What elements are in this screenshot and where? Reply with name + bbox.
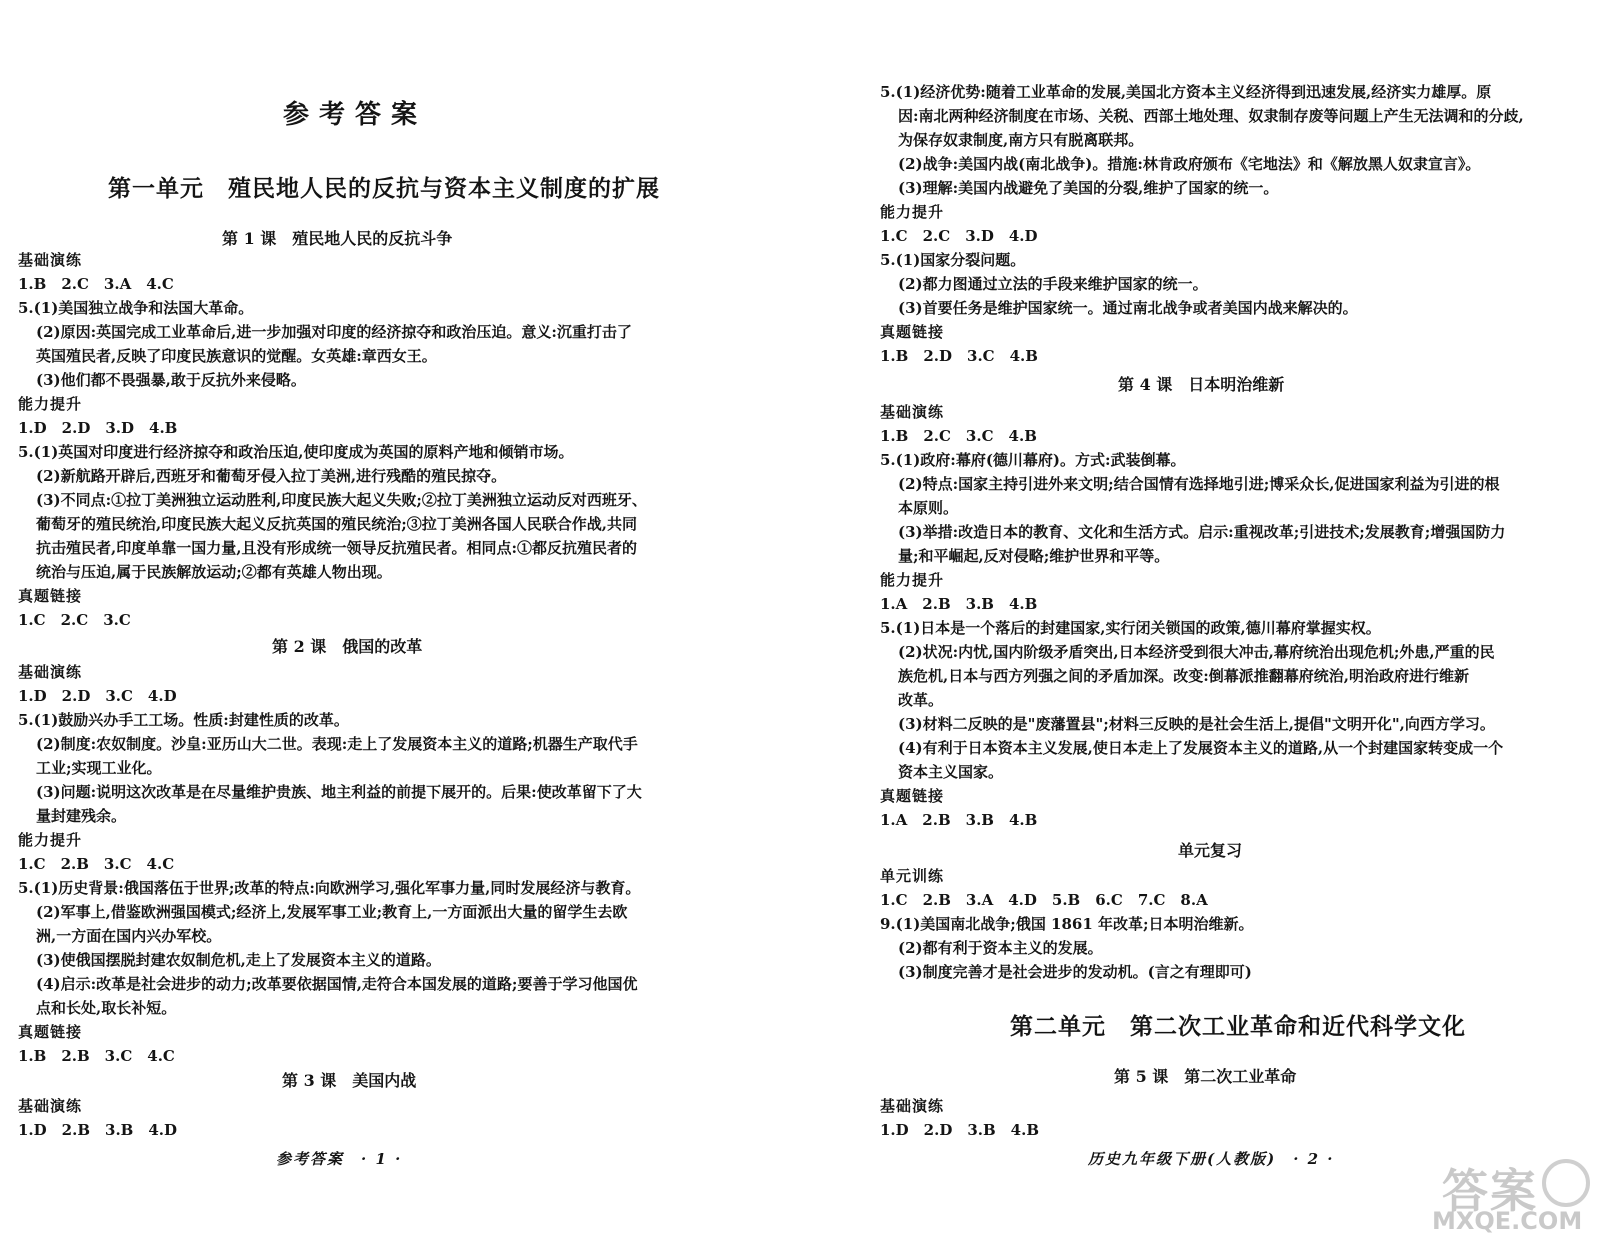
section-heading: 单元训练 bbox=[880, 867, 945, 885]
answer-line: (2)战争:美国内战(南北战争)。措施:林肯政府颁布《宅地法》和《解放黑人奴隶宣言》。 bbox=[898, 155, 1481, 173]
answer-line: (3)问题:说明这次改革是在尽量维护贵族、地主利益的前提下展开的。后果:使改革留下了大 bbox=[36, 783, 642, 801]
answer-line: 工业;实现工业化。 bbox=[36, 759, 162, 777]
answer-line: (2)制度:农奴制度。沙皇:亚历山大二世。表现:走上了发展资本主义的道路;机器生产取代手 bbox=[36, 735, 638, 753]
answer-line: 改革。 bbox=[898, 691, 944, 709]
unit-review-title: 单元复习 bbox=[1178, 841, 1243, 860]
answer-line: 5.(1)经济优势:随着工业革命的发展,美国北方资本主义经济得到迅速发展,经济实力雄厚。原 bbox=[880, 83, 1492, 101]
answer-line: 为保存奴隶制度,南方只有脱离联邦。 bbox=[898, 131, 1144, 149]
answer-line: 1.C 2.C 3.C bbox=[18, 611, 131, 629]
page-footer: 历史九年级下册(人教版) · 2 · bbox=[1088, 1150, 1335, 1168]
answer-line: 9.(1)美国南北战争;俄国 1861 年改革;日本明治维新。 bbox=[880, 915, 1254, 933]
answer-line: 1.C 2.C 3.D 4.D bbox=[880, 227, 1038, 245]
section-heading: 真题链接 bbox=[18, 587, 83, 605]
section-heading: 能力提升 bbox=[18, 395, 83, 413]
answer-line: 量;和平崛起,反对侵略;维护世界和平等。 bbox=[898, 547, 1170, 565]
answer-line: (2)都有利于资本主义的发展。 bbox=[898, 939, 1103, 957]
page-footer: 参考答案 · 1 · bbox=[276, 1150, 403, 1168]
answer-line: (4)有利于日本资本主义发展,使日本走上了发展资本主义的道路,从一个封建国家转变成一个 bbox=[898, 739, 1504, 757]
answer-line: (2)特点:国家主持引进外来文明;结合国情有选择地引进;博采众长,促进国家利益为引进的根 bbox=[898, 475, 1500, 493]
site-watermark bbox=[1422, 1149, 1592, 1239]
answer-line: (2)军事上,借鉴欧洲强国模式;经济上,发展军事工业;教育上,一方面派出大量的留学生去欧 bbox=[36, 903, 628, 921]
answer-line: 1.B 2.C 3.C 4.B bbox=[880, 427, 1037, 445]
answer-line: 5.(1)日本是一个落后的封建国家,实行闭关锁国的政策,德川幕府掌握实权。 bbox=[880, 619, 1381, 637]
answer-line: (3)举措:改造日本的教育、文化和生活方式。启示:重视改革;引进技术;发展教育;增强国防力 bbox=[898, 523, 1506, 541]
answer-line: 1.D 2.D 3.D 4.B bbox=[18, 419, 178, 437]
answer-line: (3)制度完善才是社会进步的发动机。(言之有理即可) bbox=[898, 963, 1252, 981]
answer-line: 1.D 2.B 3.B 4.D bbox=[18, 1121, 178, 1139]
answer-line: (2)新航路开辟后,西班牙和葡萄牙侵入拉丁美洲,进行残酷的殖民掠夺。 bbox=[36, 467, 507, 485]
answer-line: 1.B 2.D 3.C 4.B bbox=[880, 347, 1038, 365]
lesson-5-title: 第 5 课 第二次工业革命 bbox=[1114, 1067, 1297, 1086]
watermark-text: 答案 bbox=[1442, 1164, 1538, 1218]
answer-line: 抗击殖民者,印度单靠一国力量,且没有形成统一领导反抗殖民者。相同点:①都反抗殖民者的 bbox=[36, 539, 637, 557]
section-heading: 基础演练 bbox=[880, 1097, 945, 1115]
answer-line: (3)他们都不畏强暴,敢于反抗外来侵略。 bbox=[36, 371, 306, 389]
section-heading: 能力提升 bbox=[880, 571, 945, 589]
answer-line: 英国殖民者,反映了印度民族意识的觉醒。女英雄:章西女王。 bbox=[36, 347, 437, 365]
section-heading: 基础演练 bbox=[880, 403, 945, 421]
section-heading: 能力提升 bbox=[880, 203, 945, 221]
answer-line: 5.(1)历史背景:俄国落伍于世界;改革的特点:向欧洲学习,强化军事力量,同时发展经济与教育。 bbox=[18, 879, 641, 897]
answer-line: (2)状况:内忧,国内阶级矛盾突出,日本经济受到很大冲击,幕府统治出现危机;外患,严重的民 bbox=[898, 643, 1495, 661]
answer-line: 1.D 2.D 3.C 4.D bbox=[18, 687, 177, 705]
answer-line: 5.(1)政府:幕府(德川幕府)。方式:武装倒幕。 bbox=[880, 451, 1186, 469]
section-heading: 基础演练 bbox=[18, 1097, 83, 1115]
answer-line: 1.D 2.D 3.B 4.B bbox=[880, 1121, 1040, 1139]
answer-line: 本原则。 bbox=[898, 499, 959, 517]
answer-line: 洲,一方面在国内兴办军校。 bbox=[36, 927, 222, 945]
answer-line: (2)原因:英国完成工业革命后,进一步加强对印度的经济掠夺和政治压迫。意义:沉重打击了 bbox=[36, 323, 632, 341]
answer-line: (4)启示:改革是社会进步的动力;改革要依据国情,走符合本国发展的道路;要善于学习他国优 bbox=[36, 975, 638, 993]
answer-line: 葡萄牙的殖民统治,印度民族大起义反抗英国的殖民统治;③拉丁美洲各国人民联合作战,共同 bbox=[36, 515, 637, 533]
answer-line: (3)使俄国摆脱封建农奴制危机,走上了发展资本主义的道路。 bbox=[36, 951, 441, 969]
section-heading: 真题链接 bbox=[880, 787, 945, 805]
answer-line: 量封建残余。 bbox=[36, 807, 127, 825]
answer-line: (2)都力图通过立法的手段来维护国家的统一。 bbox=[898, 275, 1208, 293]
page-main-title: 参考答案 bbox=[283, 100, 428, 130]
lesson-3-title: 第 3 课 美国内战 bbox=[282, 1071, 417, 1090]
answer-line: (3)材料二反映的是"废藩置县";材料三反映的是社会生活上,提倡"文明开化",向西方学习。 bbox=[898, 715, 1495, 733]
answer-line: (3)不同点:①拉丁美洲独立运动胜利,印度民族大起义失败;②拉丁美洲独立运动反对西班牙、 bbox=[36, 491, 647, 509]
watermark-url: MXQE.COM bbox=[1432, 1207, 1583, 1235]
unit-2-title: 第二单元 第二次工业革命和近代科学文化 bbox=[1010, 1013, 1466, 1040]
answer-line: 资本主义国家。 bbox=[898, 763, 1004, 781]
section-heading: 真题链接 bbox=[18, 1023, 83, 1041]
lesson-1-title: 第 1 课 殖民地人民的反抗斗争 bbox=[222, 229, 453, 248]
answer-line: (3)理解:美国内战避免了美国的分裂,维护了国家的统一。 bbox=[898, 179, 1279, 197]
section-heading: 能力提升 bbox=[18, 831, 83, 849]
unit-1-title: 第一单元 殖民地人民的反抗与资本主义制度的扩展 bbox=[108, 175, 660, 202]
answer-line: 1.B 2.C 3.A 4.C bbox=[18, 275, 174, 293]
answer-line: 1.B 2.B 3.C 4.C bbox=[18, 1047, 175, 1065]
watermark-logo-icon bbox=[1542, 1159, 1590, 1207]
answer-line: 1.A 2.B 3.B 4.B bbox=[880, 595, 1038, 613]
section-heading: 基础演练 bbox=[18, 251, 83, 269]
lesson-4-title: 第 4 课 日本明治维新 bbox=[1118, 375, 1285, 394]
answer-line: 5.(1)美国独立战争和法国大革命。 bbox=[18, 299, 254, 317]
answer-line: 点和长处,取长补短。 bbox=[36, 999, 177, 1017]
answer-line: 1.C 2.B 3.C 4.C bbox=[18, 855, 175, 873]
section-heading: 真题链接 bbox=[880, 323, 945, 341]
answer-line: 1.C 2.B 3.A 4.D 5.B 6.C 7.C 8.A bbox=[880, 891, 1208, 909]
section-heading: 基础演练 bbox=[18, 663, 83, 681]
answer-line: 5.(1)国家分裂问题。 bbox=[880, 251, 1026, 269]
answer-line: (3)首要任务是维护国家统一。通过南北战争或者美国内战来解决的。 bbox=[898, 299, 1358, 317]
answer-line: 统治与压迫,属于民族解放运动;②都有英雄人物出现。 bbox=[36, 563, 392, 581]
answer-line: 因:南北两种经济制度在市场、关税、西部土地处理、奴隶制存废等问题上产生无法调和的分歧, bbox=[898, 107, 1524, 125]
lesson-2-title: 第 2 课 俄国的改革 bbox=[272, 637, 423, 656]
answer-line: 1.A 2.B 3.B 4.B bbox=[880, 811, 1038, 829]
answer-line: 族危机,日本与西方列强之间的矛盾加深。改变:倒幕派推翻幕府统治,明治政府进行维新 bbox=[898, 667, 1469, 685]
answer-line: 5.(1)英国对印度进行经济掠夺和政治压迫,使印度成为英国的原料产地和倾销市场。 bbox=[18, 443, 574, 461]
answer-line: 5.(1)鼓励兴办手工工场。性质:封建性质的改革。 bbox=[18, 711, 349, 729]
